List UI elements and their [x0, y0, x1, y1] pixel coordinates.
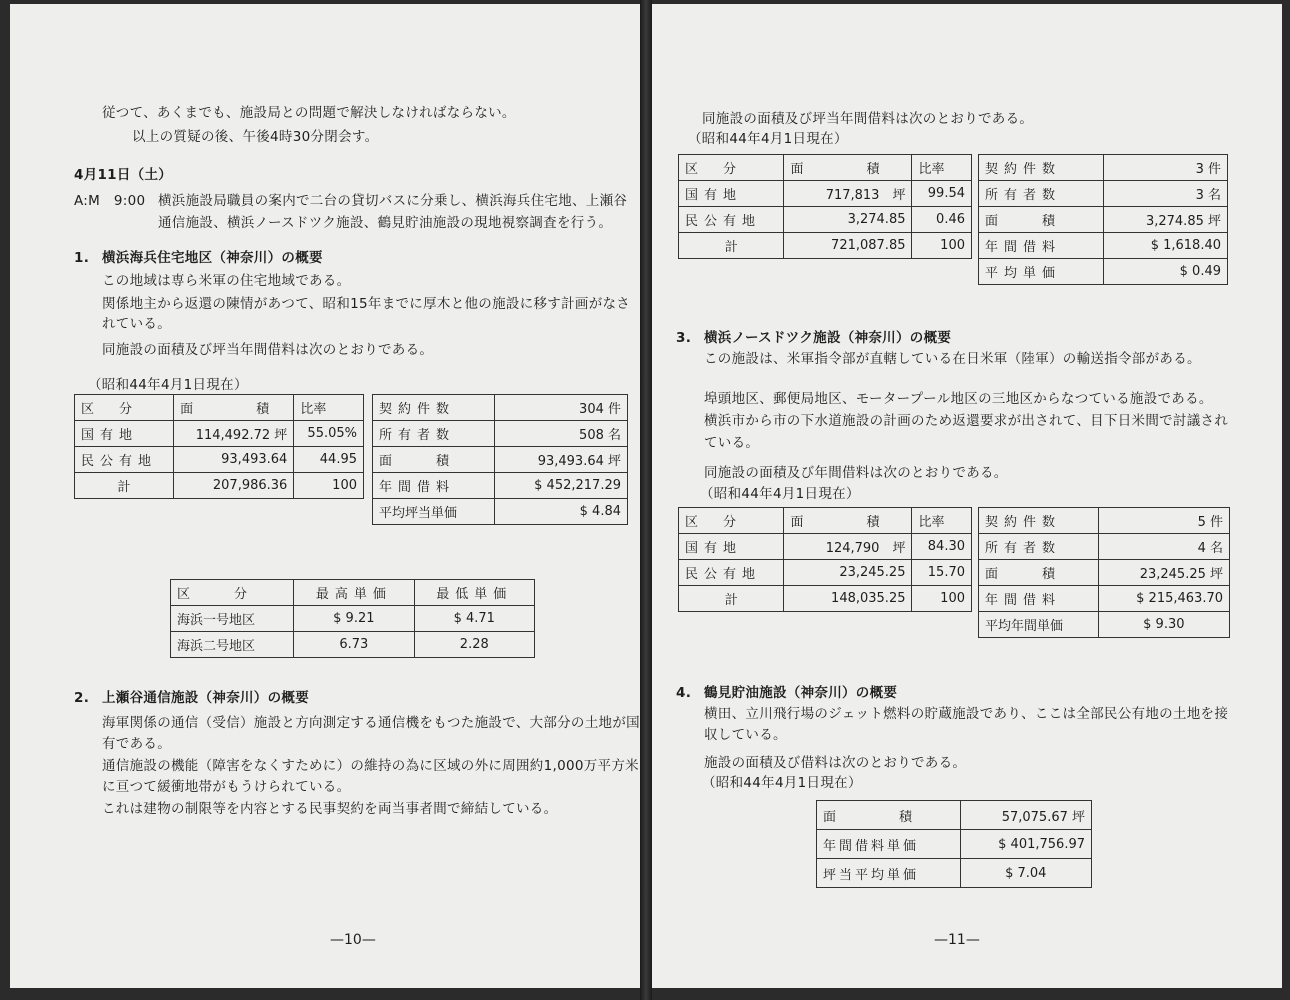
table-cell: 年間借料 [373, 473, 495, 499]
text-line: 埠頭地区、郵便局地区、モータープール地区の三地区からなつている施設である。 [704, 391, 1213, 407]
table-cell: 面 積 [979, 560, 1099, 586]
table-cell: 93,493.64 [174, 447, 294, 473]
book-gutter [640, 0, 652, 1000]
table-cell: 0.46 [912, 207, 972, 233]
table-cell: 5 件 [1098, 508, 1229, 534]
table-cell: 207,986.36 [174, 473, 294, 499]
table-cell: $ 9.21 [294, 606, 414, 632]
table-cell: 99.54 [912, 181, 972, 207]
text-line: 以上の質疑の後、午後4時30分閉会す。 [132, 129, 379, 145]
text-line: 施設の面積及び借料は次のとおりである。 [704, 755, 967, 771]
page-number: —11— [934, 932, 980, 948]
text-line: れている。 [102, 316, 171, 332]
unit-label: 坪 [274, 428, 288, 443]
table-cell: 2.28 [414, 632, 534, 658]
text-line: 収している。 [704, 727, 787, 743]
section-number: 3. [676, 330, 692, 346]
table-cell: 海浜二号地区 [171, 632, 294, 658]
table-header: 比率 [294, 395, 364, 421]
table-cell: 6.73 [294, 632, 414, 658]
table-cell: 契約件数 [979, 508, 1099, 534]
table-cell: 平均年間単価 [979, 612, 1099, 638]
contract-table [978, 154, 1228, 285]
table-cell: 3,274.85 [784, 207, 912, 233]
table-cell: 84.30 [912, 534, 972, 560]
table-header: 最低単価 [414, 580, 534, 606]
table-cell: 海浜一号地区 [171, 606, 294, 632]
table-header: 区 分 [171, 580, 294, 606]
table-cell: 所有者数 [979, 181, 1104, 207]
table-cell: 100 [912, 586, 972, 612]
table-cell: 平均坪当単価 [373, 499, 495, 525]
right-page [652, 4, 1282, 988]
table-cell: 721,087.85 [784, 233, 912, 259]
oil-facility-table [816, 800, 1092, 888]
cell-value: 114,492.72 [195, 428, 271, 443]
text-line: 関係地主から返還の陳情があつて、昭和15年までに厚木と他の施設に移す計画がなさ [102, 296, 631, 312]
area-table [678, 154, 972, 259]
section-number: 1. [74, 250, 90, 266]
text-line: ている。 [704, 435, 760, 451]
text-line: 有である。 [102, 736, 171, 752]
price-table [170, 579, 535, 658]
table-cell: $ 4.84 [494, 499, 627, 525]
table-cell: 年間借料 [979, 586, 1099, 612]
text-line: に亘つて緩衝地帯がもうけられている。 [102, 779, 351, 795]
text-line: 通信施設、横浜ノースドツク施設、鶴見貯油施設の現地視察調査を行う。 [158, 215, 613, 231]
table-cell: 100 [912, 233, 972, 259]
text-line: 横田、立川飛行場のジェット燃料の貯蔵施設であり、ここは全部民公有地の土地を接 [704, 706, 1229, 722]
table-cell: 23,245.25 坪 [1098, 560, 1229, 586]
text-line: 同施設の面積及び坪当年間借料は次のとおりである。 [702, 111, 1034, 127]
table-cell [174, 421, 294, 447]
table-cell: $ 452,217.29 [494, 473, 627, 499]
table-cell: 年間借料単価 [817, 830, 961, 859]
table-cell: 契約件数 [979, 155, 1104, 181]
text-line: 横浜市から市の下水道施設の計画のため返還要求が出されて、目下日米間で討議され [704, 413, 1229, 429]
table-header: 比率 [912, 155, 972, 181]
section-number: 2. [74, 690, 90, 706]
table-cell: 契約件数 [373, 395, 495, 421]
table-cell: 民公有地 [75, 447, 174, 473]
table-cell: 面 積 [817, 801, 961, 830]
table-cell: 面 積 [373, 447, 495, 473]
table-header: 面 積 [784, 155, 912, 181]
table-header: 区 分 [679, 508, 784, 534]
table-cell: $ 9.30 [1098, 612, 1229, 638]
table-cell: 坪当平均単価 [817, 859, 961, 888]
table-cell: $ 215,463.70 [1098, 586, 1229, 612]
table-header: 区 分 [679, 155, 784, 181]
table-header: 最高単価 [294, 580, 414, 606]
table-cell: 計 [75, 473, 174, 499]
cell-value: 55.05 [307, 426, 345, 441]
table-cell: 所有者数 [979, 534, 1099, 560]
table-cell [294, 421, 364, 447]
table-header: 面 積 [174, 395, 294, 421]
section-title: 鶴見貯油施設（神奈川）の概要 [704, 685, 898, 701]
table-cell: 148,035.25 [784, 586, 912, 612]
as-of-date: （昭和44年4月1日現在） [688, 131, 848, 147]
left-page [10, 4, 640, 988]
table-cell: $ 7.04 [960, 859, 1091, 888]
text-line: この地域は専ら米軍の住宅地域である。 [102, 273, 351, 289]
table-header: 区 分 [75, 395, 174, 421]
text-line: 同施設の面積及び坪当年間借料は次のとおりである。 [102, 342, 434, 358]
table-cell: 3 名 [1104, 181, 1228, 207]
table-cell: 304 件 [494, 395, 627, 421]
table-cell [784, 534, 912, 560]
area-table [678, 507, 972, 612]
table-cell: $ 401,756.97 [960, 830, 1091, 859]
as-of-date: （昭和44年4月1日現在） [700, 486, 860, 502]
table-cell: 508 名 [494, 421, 627, 447]
unit-label: % [344, 426, 357, 441]
cell-value: 124,790 [825, 541, 880, 556]
table-cell: 国有地 [75, 421, 174, 447]
table-cell: 3,274.85 坪 [1104, 207, 1228, 233]
table-cell: 国有地 [679, 534, 784, 560]
table-cell: 44.95 [294, 447, 364, 473]
area-table [74, 394, 364, 499]
table-cell: 計 [679, 233, 784, 259]
table-cell: 所有者数 [373, 421, 495, 447]
unit-label: 坪 [892, 541, 906, 556]
text-line: 同施設の面積及び年間借料は次のとおりである。 [704, 465, 1008, 481]
contract-table [372, 394, 628, 525]
table-cell: 年間借料 [979, 233, 1104, 259]
table-header: 面 積 [784, 508, 912, 534]
table-cell: 面 積 [979, 207, 1104, 233]
table-cell: 計 [679, 586, 784, 612]
text-line: この施設は、米軍指令部が直轄している在日米軍（陸軍）の輸送指令部がある。 [704, 351, 1201, 367]
as-of-date: （昭和44年4月1日現在） [702, 775, 862, 791]
text-line: これは建物の制限等を内容とする民事契約を両当事者間で締結している。 [102, 801, 558, 817]
as-of-date: （昭和44年4月1日現在） [88, 377, 248, 393]
table-cell: 民公有地 [679, 560, 784, 586]
text-line: 通信施設の機能（障害をなくすために）の維持の為に区域の外に周囲約1,000万平方米 [102, 758, 639, 774]
table-cell: 3 件 [1104, 155, 1228, 181]
section-title: 上瀬谷通信施設（神奈川）の概要 [102, 690, 309, 706]
table-cell: 93,493.64 坪 [494, 447, 627, 473]
am-time: A:M 9:00 [74, 193, 146, 209]
table-cell: 国有地 [679, 181, 784, 207]
table-cell: 100 [294, 473, 364, 499]
section-number: 4. [676, 685, 692, 701]
table-cell: 民公有地 [679, 207, 784, 233]
table-cell: 57,075.67 坪 [960, 801, 1091, 830]
section-title: 横浜海兵住宅地区（神奈川）の概要 [102, 250, 323, 266]
table-cell: 15.70 [912, 560, 972, 586]
page-number: —10— [330, 932, 376, 948]
cell-value: 717,813 [825, 188, 880, 203]
table-cell: 平均単価 [979, 259, 1104, 285]
unit-label: 坪 [892, 188, 906, 203]
table-cell: $ 4.71 [414, 606, 534, 632]
table-cell [784, 181, 912, 207]
contract-table [978, 507, 1230, 638]
section-title: 横浜ノースドツク施設（神奈川）の概要 [704, 330, 952, 346]
table-cell: $ 1,618.40 [1104, 233, 1228, 259]
table-header: 比率 [912, 508, 972, 534]
text-line: 従つて、あくまでも、施設局との問題で解決しなければならない。 [102, 105, 516, 121]
table-cell: 23,245.25 [784, 560, 912, 586]
text-line: 海軍関係の通信（受信）施設と方向測定する通信機をもつた施設で、大部分の土地が国 [102, 715, 640, 731]
date-heading: 4月11日（土） [74, 167, 173, 183]
table-cell: $ 0.49 [1104, 259, 1228, 285]
table-cell: 4 名 [1098, 534, 1229, 560]
text-line: 横浜施設局職員の案内で二台の貸切バスに分乗し、横浜海兵住宅地、上瀬谷 [158, 193, 628, 209]
